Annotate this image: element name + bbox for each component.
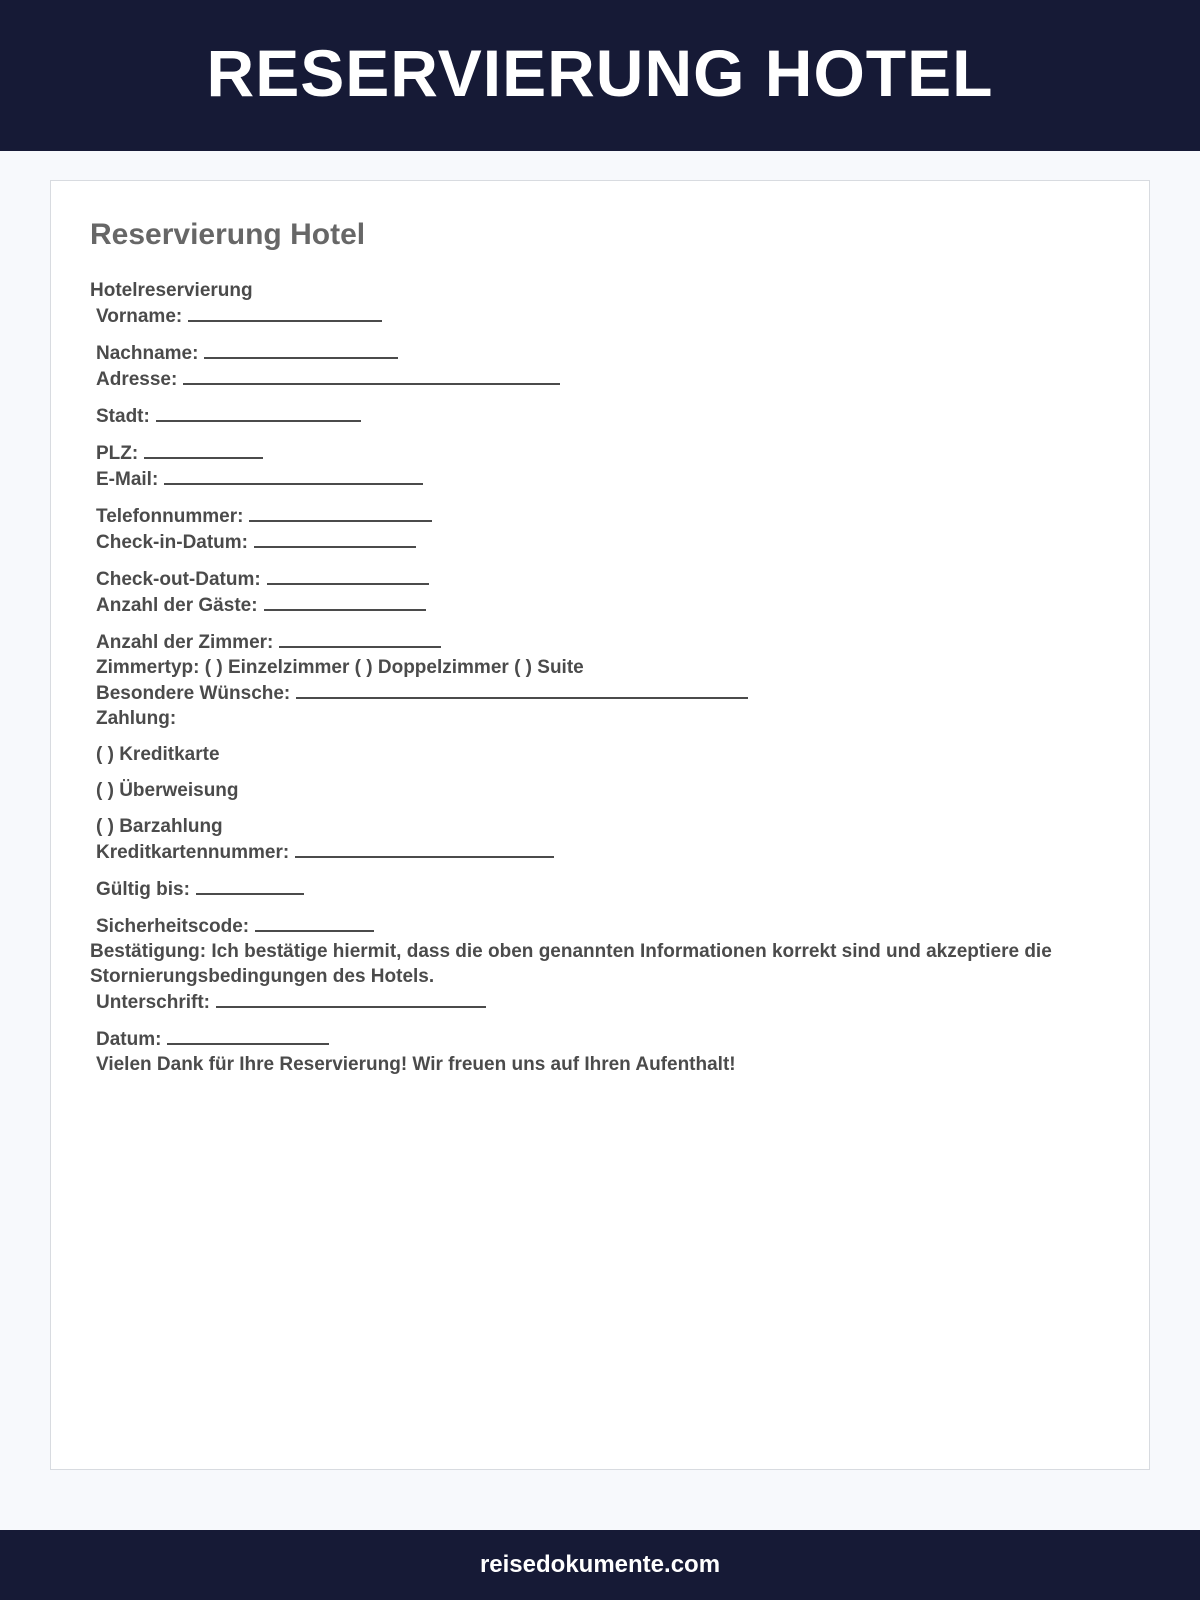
field-email <box>90 466 1090 492</box>
blank-vorname[interactable] <box>188 303 382 322</box>
field-zahlung <box>90 706 1090 731</box>
option-barzahlung[interactable] <box>90 814 1090 839</box>
field-gueltig <box>90 876 1090 902</box>
label-zahlung: Zahlung: <box>96 708 177 729</box>
field-gaeste <box>90 592 1090 618</box>
blank-checkout[interactable] <box>267 566 429 585</box>
blank-stadt[interactable] <box>156 403 361 422</box>
field-zimmer <box>90 629 1090 655</box>
field-telefon <box>90 503 1090 529</box>
label-adresse: Adresse: <box>96 369 178 390</box>
field-plz <box>90 440 1090 466</box>
label-stadt: Stadt: <box>96 406 150 427</box>
label-telefon: Telefonnummer: <box>96 506 244 527</box>
label-plz: PLZ: <box>96 443 139 464</box>
label-kreditkarte: ( ) Kreditkarte <box>96 744 220 765</box>
document-title: Reservierung Hotel <box>90 218 366 251</box>
confirmation-text: Bestätigung: Ich bestätige hiermit, dass die oben genannten Informationen korrekt sind und akzeptiere die Stornierungsbedingungen des Hotels. <box>90 941 1052 987</box>
label-ueberweisung: ( ) Überweisung <box>96 780 239 801</box>
footer-site: reisedokumente.com <box>479 1551 721 1578</box>
label-gueltig: Gültig bis: <box>96 879 190 900</box>
label-vorname: Vorname: <box>96 306 183 327</box>
top-banner <box>0 0 1200 151</box>
field-adresse <box>90 366 1090 392</box>
field-checkout <box>90 566 1090 592</box>
thank-you-text <box>90 1052 1090 1077</box>
field-checkin <box>90 529 1090 555</box>
blank-datum[interactable] <box>167 1026 329 1045</box>
blank-adresse[interactable] <box>183 366 560 385</box>
blank-gueltig[interactable] <box>196 876 304 895</box>
label-nachname: Nachname: <box>96 343 199 364</box>
field-stadt <box>90 403 1090 429</box>
blank-plz[interactable] <box>144 440 263 459</box>
blank-zimmer[interactable] <box>279 629 441 648</box>
blank-wuensche[interactable] <box>296 680 748 699</box>
field-unterschrift <box>90 989 1090 1015</box>
blank-telefon[interactable] <box>249 503 432 522</box>
blank-sicherheitscode[interactable] <box>255 913 374 932</box>
field-kartennummer <box>90 839 1090 865</box>
field-wuensche <box>90 680 1090 706</box>
option-ueberweisung[interactable] <box>90 778 1090 803</box>
label-checkin: Check-in-Datum: <box>96 532 249 553</box>
footer <box>0 1530 1200 1600</box>
label-kartennummer: Kreditkartennummer: <box>96 842 290 863</box>
label-checkout: Check-out-Datum: <box>96 569 261 590</box>
field-vorname <box>90 303 1090 329</box>
blank-kartennummer[interactable] <box>295 839 554 858</box>
blank-email[interactable] <box>164 466 423 485</box>
blank-unterschrift[interactable] <box>216 989 486 1008</box>
label-zimmer: Anzahl der Zimmer: <box>96 632 274 653</box>
field-sicherheitscode <box>90 913 1090 939</box>
field-datum <box>90 1026 1090 1052</box>
blank-checkin[interactable] <box>254 529 416 548</box>
label-gaeste: Anzahl der Gäste: <box>96 595 258 616</box>
label-barzahlung: ( ) Barzahlung <box>96 816 223 837</box>
label-email: E-Mail: <box>96 469 159 490</box>
blank-nachname[interactable] <box>204 340 398 359</box>
banner-title: RESERVIERUNG HOTEL <box>206 35 994 110</box>
option-kreditkarte[interactable] <box>90 742 1090 767</box>
label-zimmertyp: Zimmertyp: ( ) Einzelzimmer ( ) Doppelzimmer ( ) Suite <box>96 657 584 678</box>
blank-gaeste[interactable] <box>264 592 426 611</box>
label-dank: Vielen Dank für Ihre Reservierung! Wir freuen uns auf Ihren Aufenthalt! <box>96 1054 736 1075</box>
document-card <box>50 180 1150 1470</box>
reservation-form <box>90 278 1090 1077</box>
label-wuensche: Besondere Wünsche: <box>96 683 291 704</box>
field-zimmertyp <box>90 655 1090 680</box>
label-unterschrift: Unterschrift: <box>96 992 211 1013</box>
label-sicherheitscode: Sicherheitscode: <box>96 916 250 937</box>
form-heading: Hotelreservierung <box>90 280 253 301</box>
field-nachname <box>90 340 1090 366</box>
label-datum: Datum: <box>96 1029 162 1050</box>
